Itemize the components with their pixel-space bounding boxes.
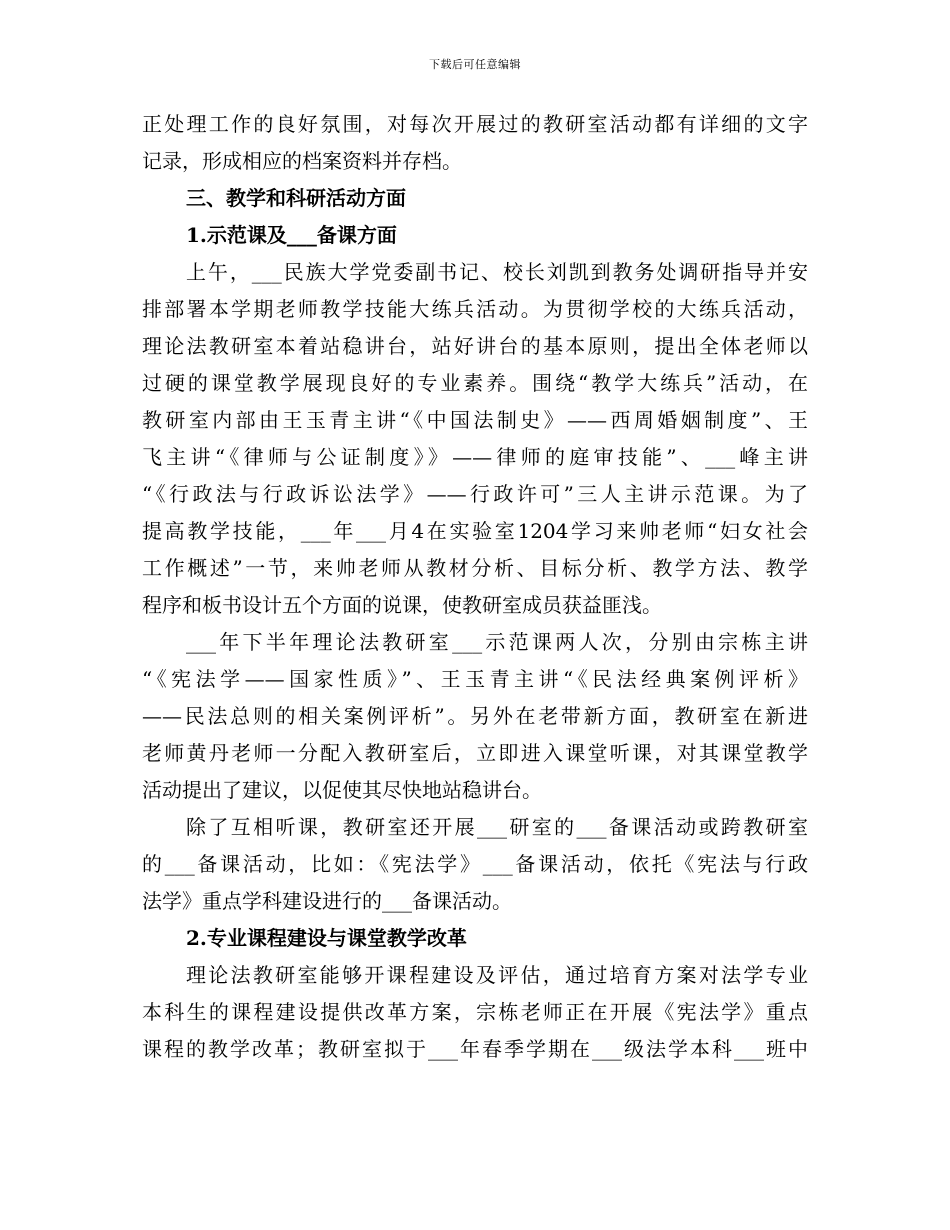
paragraph-line: 提高教学技能，___年___月4在实验室1204学习来帅老师“妇女社会 xyxy=(142,519,808,543)
paragraph-line: 活动提出了建议，以促使其尽快地站稳讲台。 xyxy=(142,778,542,802)
paragraph-line: 教研室内部由王玉青主讲“《中国法制史》——西周婚姻制度”、王 xyxy=(142,408,808,432)
paragraph-line: 排部署本学期老师教学技能大练兵活动。为贯彻学校的大练兵活动， xyxy=(142,297,808,321)
paragraph-line: 程序和板书设计五个方面的说课，使教研室成员获益匪浅。 xyxy=(142,593,662,617)
paragraph-line: “《行政法与行政诉讼法学》——行政许可”三人主讲示范课。为了 xyxy=(142,482,808,506)
paragraph-line: 理论法教研室本着站稳讲台，站好讲台的基本原则，提出全体老师以 xyxy=(142,334,808,358)
paragraph-line: 老师黄丹老师一分配入教研室后，立即进入课堂听课，对其课堂教学 xyxy=(142,741,808,765)
paragraph-line: 飞主讲“《律师与公证制度》》——律师的庭审技能”、___峰主讲 xyxy=(142,445,808,469)
paragraph-line: 的___备课活动，比如：《宪法学》___备课活动，依托《宪法与行政 xyxy=(142,852,808,876)
paragraph-line: 正处理工作的良好氛围，对每次开展过的教研室活动都有详细的文字 xyxy=(142,112,808,136)
paragraph-line: 理论法教研室能够开课程建设及评估，通过培育方案对法学专业 xyxy=(186,963,808,987)
paragraph-line: ——民法总则的相关案例评析”。另外在老带新方面，教研室在新进 xyxy=(142,704,808,728)
paragraph-line: “《宪法学——国家性质》”、王玉青主讲“《民法经典案例评析》 xyxy=(142,667,808,691)
page-header: 下载后可任意编辑 xyxy=(429,58,521,71)
section-heading: 1.示范课及___备课方面 xyxy=(186,223,397,247)
section-heading: 2.专业课程建设与课堂教学改革 xyxy=(186,926,467,950)
paragraph-line: 过硬的课堂教学展现良好的专业素养。围绕“教学大练兵”活动，在 xyxy=(142,371,808,395)
paragraph-line: ___年下半年理论法教研室___示范课两人次，分别由宗栋主讲 xyxy=(186,630,808,654)
paragraph-line: 本科生的课程建设提供改革方案，宗栋老师正在开展《宪法学》重点 xyxy=(142,1000,808,1024)
section-heading: 三、教学和科研活动方面 xyxy=(186,186,406,210)
paragraph-line: 法学》重点学科建设进行的___备课活动。 xyxy=(142,889,512,913)
document-body xyxy=(142,106,808,1068)
paragraph-line: 上午，___民族大学党委副书记、校长刘凯到教务处调研指导并安 xyxy=(186,260,808,284)
paragraph-line: 工作概述”一节，来帅老师从教材分析、目标分析、教学方法、教学 xyxy=(142,556,808,580)
paragraph-line: 记录，形成相应的档案资料并存档。 xyxy=(142,149,462,173)
paragraph-line: 除了互相听课，教研室还开展___研室的___备课活动或跨教研室 xyxy=(186,815,808,839)
paragraph-line: 课程的教学改革；教研室拟于___年春季学期在___级法学本科___班中 xyxy=(142,1037,808,1061)
